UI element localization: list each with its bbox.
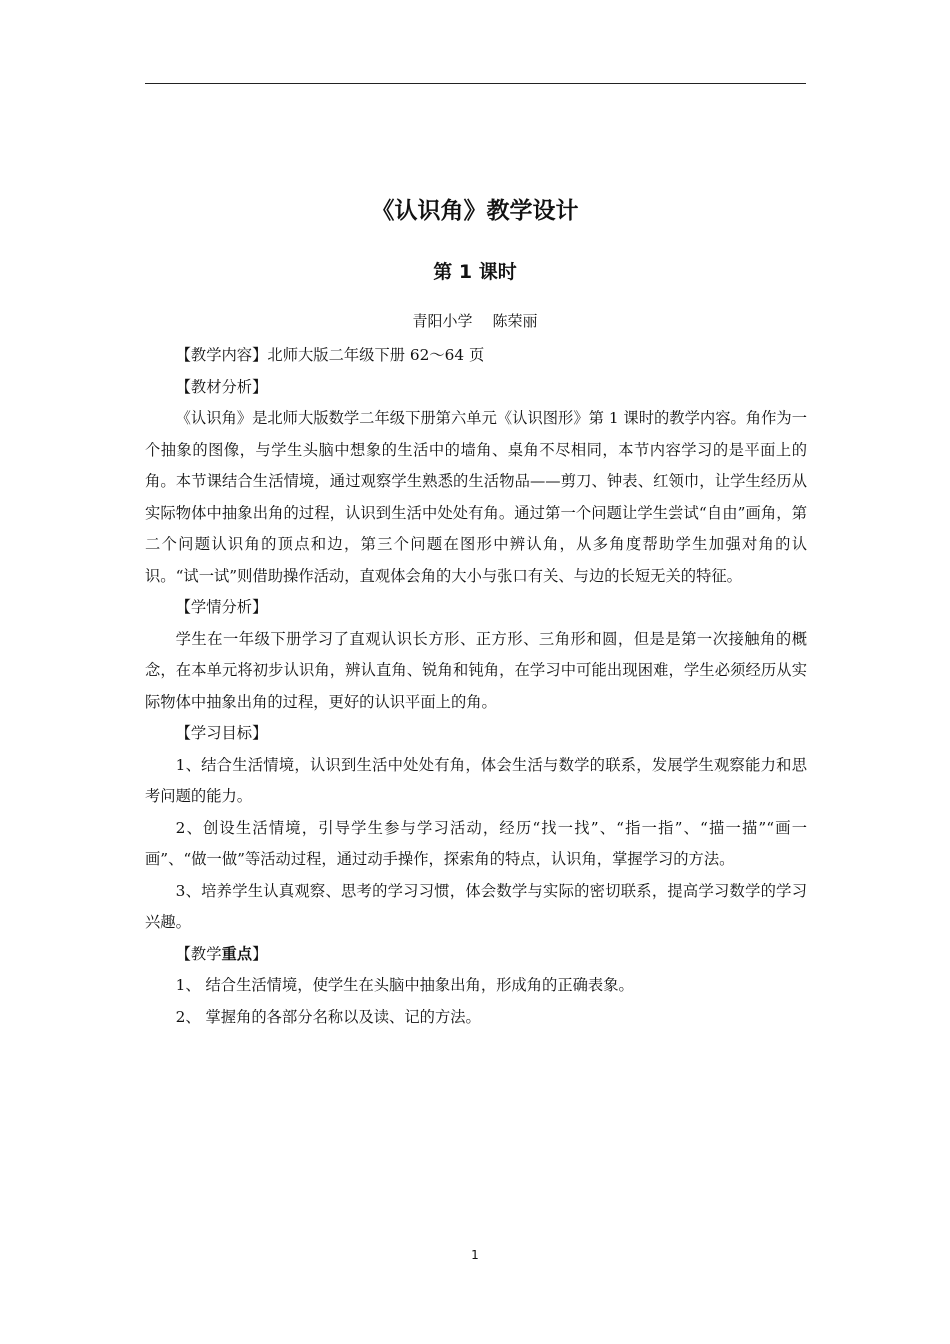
textbook-heading: 【教材分析】 <box>175 377 268 396</box>
student-heading: 【学情分析】 <box>175 598 268 616</box>
goal-item-2: 2、创设生活情境，引导学生参与学习活动，经历“找一找”、“指一指”、“描一描”“画一画”、“做一做”等活动过程，通过动手操作，探索角的特点，认识角，掌握学习的方法。 <box>145 818 807 868</box>
lesson-subtitle: 第 1 课时 <box>433 261 517 283</box>
document-body <box>145 340 807 1033</box>
key-heading <box>145 939 807 971</box>
document-title: 《认识角》教学设计 <box>371 198 579 224</box>
key-point-2: 2、 掌握角的各部分名称以及读、记的方法。 <box>175 1007 481 1026</box>
goals-heading: 【学习目标】 <box>175 724 268 742</box>
key-point-1: 1、 结合生活情境，使学生在头脑中抽象出角，形成角的正确表象。 <box>175 976 634 994</box>
goal-item-1: 1、结合生活情境，认识到生活中处处有角，体会生活与数学的联系，发展学生观察能力和思考问题的能力。 <box>145 755 807 805</box>
content-text: 北师大版二年级下册 62～64 页 <box>267 346 485 364</box>
author-school: 青阳小学 <box>412 312 473 330</box>
key-heading-open: 【教学 <box>175 944 222 963</box>
header-rule <box>145 83 806 84</box>
page-number: 1 <box>471 1248 479 1262</box>
key-heading-bold: 重点 <box>221 944 253 963</box>
key-heading-close: 】 <box>252 944 268 963</box>
content-line <box>145 340 807 372</box>
author-name: 陈荣丽 <box>492 312 538 330</box>
author-line <box>0 310 950 331</box>
content-label: 【教学内容】 <box>175 346 268 364</box>
student-paragraph: 学生在一年级下册学习了直观认识长方形、正方形、三角形和圆，但是是第一次接触角的概念，在本单元将初步认识角，辨认直角、锐角和钝角，在学习中可能出现困难，学生必须经历从实际物体中抽象出角的过程，更好的认识平面上的角。 <box>145 629 807 711</box>
textbook-paragraph: 《认识角》是北师大版数学二年级下册第六单元《认识图形》第 1 课时的教学内容。角作为一个抽象的图像，与学生头脑中想象的生活中的墙角、桌角不尽相同，本节内容学习的是平面上的角。本节课结合生活情境，通过观察学生熟悉的生活物品——剪刀、钟表、红领巾，让学生经历从实际物体中抽象出角的过程，认识到生活中处处有角。通过第一个问题让学生尝试“自由”画角，第二个问题认识角的顶点和边，第三个问题在图形中辨认角，从多角度帮助学生加强对角的认识。“试一试”则借助操作活动，直观体会角的大小与张口有关、与边的长短无关的特征。 <box>145 409 807 585</box>
goal-item-3: 3、培养学生认真观察、思考的学习习惯，体会数学与实际的密切联系，提高学习数学的学习兴趣。 <box>145 881 807 931</box>
